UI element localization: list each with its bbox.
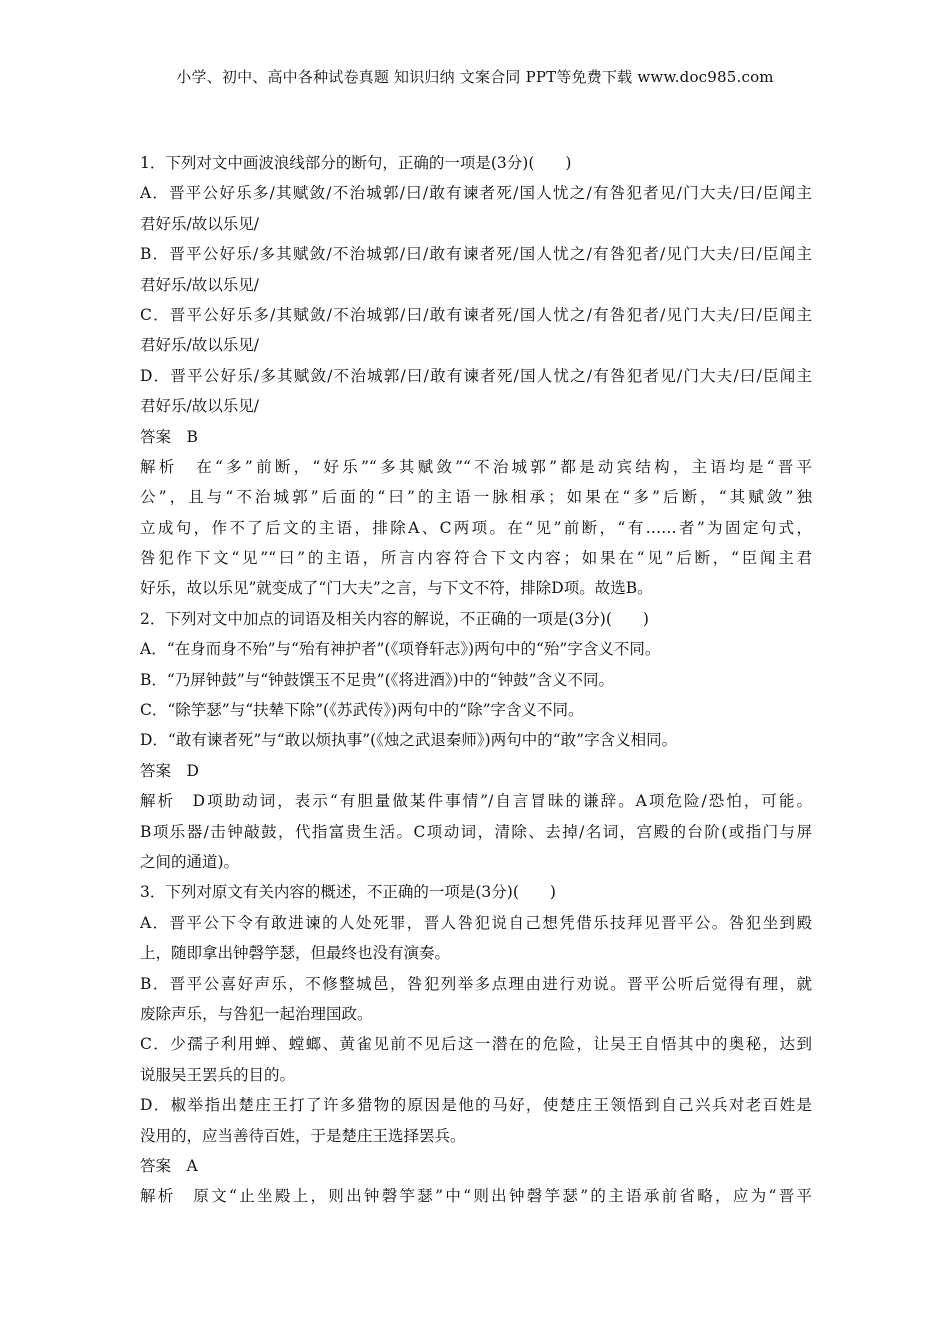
- text-line: 解析 D项助动词，表示“有胆量做某件事情”/自言冒昧的谦辞。A项危险/恐怕，可能。: [140, 792, 812, 811]
- text-line: 3．下列对原文有关内容的概述，不正确的一项是(3分)( ): [140, 883, 556, 902]
- text-line: A．晋平公下令有敢进谏的人处死罪，晋人咎犯说自己想凭借乐技拜见晋平公。咎犯坐到殿: [140, 913, 812, 932]
- text-line: 2．下列对文中加点的词语及相关内容的解说，不正确的一项是(3分)( ): [140, 609, 649, 628]
- text-line: B．晋平公喜好声乐，不修整城邑，咎犯列举多点理由进行劝说。晋平公听后觉得有理，就: [140, 974, 812, 993]
- text-line: 没用的，应当善待百姓，于是楚庄王选择罢兵。: [140, 1126, 466, 1145]
- text-line: 说服吴王罢兵的目的。: [140, 1065, 296, 1084]
- text-line: 解析 在“多”前断，“好乐”“多其赋敛”“不治城郭”都是动宾结构，主语均是“晋平: [140, 457, 812, 476]
- text-line: A．“在身而身不殆”与“殆有神护者”(《项脊轩志》)两句中的“殆”字含义不同。: [140, 640, 661, 659]
- text-line: 君好乐/故以乐见/: [140, 275, 259, 294]
- page-header: 小学、初中、高中各种试卷真题 知识归纳 文案合同 PPT等免费下载 www.doc985.com: [176, 68, 774, 86]
- document-body: [140, 148, 812, 1212]
- text-line: D．晋平公好乐/多其赋敛/不治城郭/曰/敢有谏者死/国人忧之/有咎犯者见/门大夫/曰/臣闻主: [140, 366, 812, 385]
- text-line: C．少孺子利用蝉、螳螂、黄雀见前不见后这一潜在的危险，让吴王自悟其中的奥秘，达到: [140, 1035, 812, 1054]
- text-line: B项乐器/击钟敲鼓，代指富贵生活。C项动词，清除、去掉/名词，宫殿的台阶(或指门与屏: [140, 822, 812, 841]
- text-line: A．晋平公好乐多/其赋敛/不治城郭/曰/敢有谏者死/国人忧之/有咎犯者见/门大夫/曰/臣闻主: [140, 184, 812, 203]
- text-line: D．“敢有谏者死”与“敢以烦执事”(《烛之武退秦师》)两句中的“敢”字含义相同。: [140, 731, 678, 750]
- text-line: 上，随即拿出钟磬竽瑟，但最终也没有演奏。: [140, 944, 451, 963]
- text-line: 咎犯作下文“见”“曰”的主语，所言内容符合下文内容；如果在“见”后断，“臣闻主君: [140, 549, 812, 568]
- text-line: C．“除竽瑟”与“扶辇下除”(《苏武传》)两句中的“除”字含义不同。: [140, 701, 584, 720]
- text-line: 君好乐/故以乐见/: [140, 214, 259, 233]
- text-line: 立成句，作不了后文的主语，排除A、C两项。在“见”前断，“有……者”为固定句式，: [140, 518, 812, 537]
- text-line: C．晋平公好乐多/其赋敛/不治城郭/曰/敢有谏者死/国人忧之/有咎犯者/见门大夫/曰/臣闻主: [140, 305, 812, 324]
- text-line: 君好乐/故以乐见/: [140, 336, 259, 355]
- text-line: 解析 原文“止坐殿上，则出钟磬竽瑟”中“则出钟磬竽瑟”的主语承前省略，应为“晋平: [140, 1187, 812, 1206]
- text-line: 好乐，故以乐见”就变成了“门大夫”之言，与下文不符，排除D项。故选B。: [140, 579, 653, 598]
- text-line: 之间的通道)。: [140, 852, 240, 871]
- text-line: D．椒举指出楚庄王打了许多猎物的原因是他的马好，使楚庄王领悟到自己兴兵对老百姓是: [140, 1096, 812, 1115]
- text-line: 答案 D: [140, 761, 199, 780]
- text-line: B．晋平公好乐/多其赋敛/不治城郭/曰/敢有谏者死/国人忧之/有咎犯者/见门大夫/曰/臣闻主: [140, 245, 812, 264]
- text-line: 公”，且与“不治城郭”后面的“曰”的主语一脉相承；如果在“多”后断，“其赋敛”独: [140, 488, 812, 507]
- text-line: 君好乐/故以乐见/: [140, 397, 259, 416]
- text-line: 1．下列对文中画波浪线部分的断句，正确的一项是(3分)( ): [140, 154, 572, 172]
- text-line: 答案 B: [140, 427, 198, 446]
- text-line: 答案 A: [140, 1156, 198, 1175]
- text-line: B．“乃屏钟鼓”与“钟鼓馔玉不足贵”(《将进酒》)中的“钟鼓”含义不同。: [140, 670, 615, 689]
- text-line: 废除声乐，与咎犯一起治理国政。: [140, 1004, 373, 1023]
